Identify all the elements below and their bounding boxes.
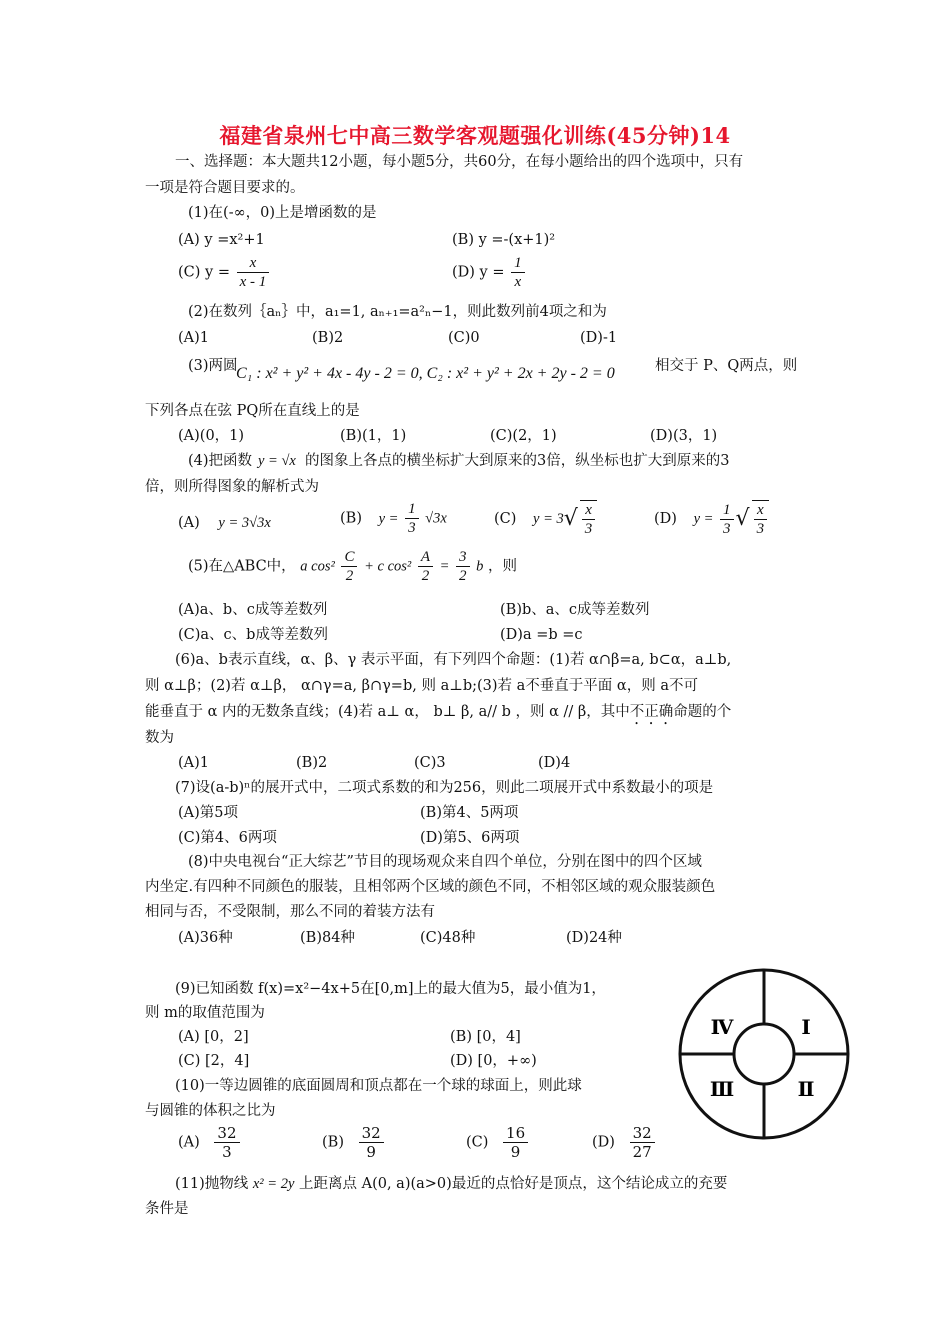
region-diagram	[676, 966, 852, 1142]
region-label-ii: Ⅱ	[797, 1077, 815, 1101]
q9-option-c: (C) [2，4]	[178, 1053, 250, 1069]
q1-d-denominator: x	[511, 272, 525, 291]
q2-stem: (2)在数列｛aₙ｝中，a₁=1, aₙ₊₁=a²ₙ−1，则此数列前4项之和为	[188, 304, 607, 320]
q10-b-den: 9	[359, 1142, 384, 1161]
q5-stem-end: ，则	[488, 558, 518, 575]
q4-d-pre: y =	[693, 511, 714, 527]
q1-d-numerator: 1	[514, 255, 522, 271]
q10-b-num: 32	[361, 1124, 381, 1142]
q4-c-den: 3	[582, 519, 596, 538]
q4-b-fraction	[405, 500, 419, 537]
q8-option-b: (B)84种	[300, 930, 355, 946]
q5-expr-b: + c cos²	[364, 558, 412, 575]
q10-option-a	[178, 1124, 242, 1161]
q5-fraction-3-2	[456, 548, 470, 585]
q9-line2: 则 m的取值范围为	[145, 1005, 265, 1021]
q10-a-label: (A)	[178, 1134, 200, 1151]
q10-c-num: 16	[506, 1124, 526, 1142]
q11-line1-end: 上距离点 A(0, a)(a>0)最近的点恰好是顶点，这个结论成立的充要	[299, 1176, 728, 1192]
q10-b-label: (B)	[322, 1134, 344, 1151]
q4-option-d	[654, 500, 771, 538]
q3-option-a: (A)(0，1)	[178, 428, 245, 444]
q1-option-d-label: (D) y =	[452, 264, 505, 281]
q8-option-a: (A)36种	[178, 930, 233, 946]
q6-line1: (6)a、b表示直线，α、β、γ 表示平面，有下列四个命题：(1)若 α∩β=a, b⊂α，a⊥b,	[175, 652, 732, 668]
q3-line2: 下列各点在弦 PQ所在直线上的是	[145, 403, 360, 419]
q4-c-num: x	[585, 502, 592, 518]
q4-a-label: (A)	[178, 515, 200, 531]
q5-f2-den: 2	[418, 566, 433, 585]
q4-d-fraction2	[752, 500, 770, 538]
q5-expr-a: a cos²	[300, 558, 335, 575]
region-label-i: Ⅰ	[801, 1015, 811, 1039]
q5-f2-num: A	[420, 549, 431, 565]
q8-option-c: (C)48种	[420, 930, 476, 946]
intro-line2: 一项是符合题目要求的。	[145, 180, 305, 196]
q4-d-fraction1	[720, 501, 734, 538]
q4-c-label: (C)	[494, 511, 517, 527]
q1-option-c	[178, 254, 271, 291]
q7-option-d: (D)第5、6两项	[420, 830, 520, 846]
q3-circle-equations: C₁ : x² + y² + 4x - 4y - 2 = 0, C₂ : x² + y² + 2x + 2y - 2 = 0	[236, 365, 615, 382]
q6-option-d: (D)4	[538, 755, 571, 771]
q10-option-d	[592, 1124, 657, 1161]
q11-line2: 条件是	[145, 1201, 189, 1217]
q5-f1-den: 2	[341, 566, 357, 585]
q6-line3-tail: 命题的个	[673, 704, 732, 720]
q5-f1-num: C	[344, 549, 355, 565]
q9-line1: (9)已知函数 f(x)=x²−4x+5在[0,m]上的最大值为5，最小值为1，	[175, 981, 606, 997]
q5-expr-d: b	[476, 558, 484, 575]
q5-option-b: (B)b、a、c成等差数列	[500, 602, 650, 618]
q1-stem: (1)在(-∞，0)上是增函数的是	[188, 205, 377, 221]
q4-b-pre: y =	[378, 510, 399, 527]
q4-c-pre: y = 3	[533, 511, 564, 527]
q4-d-den1: 3	[720, 519, 734, 538]
q6-option-a: (A)1	[178, 755, 210, 771]
q11-line1-start: (11)抛物线	[175, 1176, 249, 1192]
q5-fraction-a	[418, 548, 433, 585]
q2-option-b: (B)2	[312, 330, 344, 346]
q10-d-fraction	[630, 1124, 655, 1161]
q1-c-denominator: x - 1	[237, 272, 270, 291]
q8-option-d: (D)24种	[566, 930, 622, 946]
q5-fraction-c	[341, 548, 357, 585]
q10-c-fraction	[503, 1124, 528, 1161]
q10-d-den: 27	[630, 1142, 655, 1161]
q1-option-a: (A) y =x²+1	[178, 232, 265, 248]
q4-function: y = √x	[258, 453, 296, 469]
q9-option-a: (A) [0，2]	[178, 1029, 249, 1045]
q2-option-a: (A)1	[178, 330, 210, 346]
q5-option-a: (A)a、b、c成等差数列	[178, 602, 328, 618]
q4-d-radical: √	[735, 506, 750, 531]
q5-expr-c: =	[439, 558, 450, 575]
q6-option-c: (C)3	[414, 755, 446, 771]
q2-option-d: (D)-1	[580, 330, 618, 346]
q10-d-label: (D)	[592, 1134, 615, 1151]
q4-option-c	[494, 500, 599, 538]
q10-option-c	[466, 1124, 530, 1161]
q1-option-b: (B) y =-(x+1)²	[452, 232, 556, 248]
q11-line1	[175, 1175, 727, 1193]
q10-line2: 与圆锥的体积之比为	[145, 1103, 276, 1119]
q4-d-num1: 1	[723, 501, 731, 518]
q1-option-c-fraction	[237, 254, 270, 291]
q4-b-den: 3	[405, 518, 419, 537]
q5-option-c: (C)a、c、b成等差数列	[178, 627, 328, 643]
q7-option-a: (A)第5项	[178, 805, 239, 821]
q4-b-post: √3x	[425, 510, 447, 527]
q4-line2: 倍，则所得图象的解析式为	[145, 479, 319, 495]
q10-c-den: 9	[503, 1142, 528, 1161]
q7-stem: (7)设(a-b)ⁿ的展开式中，二项式系数的和为256，则此二项展开式中系数最小的项是	[175, 780, 714, 796]
q6-line3-emphasis: 不正确	[629, 704, 674, 720]
q8-line3: 相同与否，不受限制，那么不同的着装方法有	[145, 904, 435, 920]
q10-c-label: (C)	[466, 1134, 489, 1151]
q5-f3-den: 2	[456, 566, 470, 585]
q7-option-c: (C)第4、6两项	[178, 830, 277, 846]
q4-c-fraction	[580, 500, 598, 538]
q10-a-fraction	[214, 1124, 239, 1161]
q1-option-d-fraction	[511, 254, 525, 291]
q10-line1: (10)一等边圆锥的底面圆周和顶点都在一个球的球面上，则此球	[175, 1078, 582, 1094]
q4-stem-end: 的图象上各点的横坐标扩大到原来的3倍，纵坐标也扩大到原来的3	[305, 453, 730, 469]
q4-option-a	[178, 514, 271, 532]
q4-stem-start: (4)把函数	[188, 453, 253, 469]
q3-option-d: (D)(3，1)	[650, 428, 718, 444]
q6-option-b: (B)2	[296, 755, 328, 771]
page-title: 福建省泉州七中高三数学客观题强化训练(45分钟)14	[219, 123, 731, 148]
q4-b-label: (B)	[340, 510, 362, 527]
q11-parabola: x² = 2y	[252, 1176, 295, 1192]
q4-a-expr: y = 3√3x	[218, 515, 271, 531]
q4-b-num: 1	[408, 501, 416, 517]
q9-option-d: (D) [0，+∞)	[450, 1053, 537, 1069]
q5-option-d: (D)a =b =c	[500, 627, 583, 643]
q5-stem	[188, 548, 517, 585]
q9-option-b: (B) [0，4]	[450, 1029, 521, 1045]
q1-c-numerator: x	[249, 255, 257, 271]
q8-line1: (8)中央电视台“正大综艺”节目的现场观众来自四个单位，分别在图中的四个区域	[188, 854, 702, 870]
q7-option-b: (B)第4、5两项	[420, 805, 519, 821]
q5-stem-start: (5)在△ABC中，	[188, 558, 296, 575]
q6-line4: 数为	[145, 730, 174, 746]
q10-a-den: 3	[214, 1142, 239, 1161]
q3-option-c: (C)(2，1)	[490, 428, 557, 444]
q1-option-d	[452, 254, 527, 291]
q4-d-den2: 3	[754, 519, 768, 538]
q10-b-fraction	[359, 1124, 384, 1161]
q6-line3-text: 能垂直于 α 内的无数条直线；(4)若 a⊥ α， b⊥ β, a// b ，则 α // β，其中	[145, 704, 630, 720]
q4-d-num2: x	[756, 502, 764, 518]
q4-c-radical: √	[563, 506, 578, 531]
inner-circle	[734, 1024, 794, 1084]
q5-f3-num: 3	[459, 549, 467, 565]
q8-line2: 内坐定.有四种不同颜色的服装，且相邻两个区域的颜色不同，不相邻区域的观众服装颜色	[145, 879, 716, 895]
q2-option-c: (C)0	[448, 330, 480, 346]
q1-option-c-label: (C) y =	[178, 264, 230, 281]
q4-d-label: (D)	[654, 511, 677, 527]
intro-line1: 一、选择题：本大题共12小题，每小题5分，共60分，在每小题给出的四个选项中，只有	[175, 154, 744, 170]
q6-line3	[145, 703, 731, 728]
region-label-iv: Ⅳ	[710, 1015, 734, 1039]
q10-option-b	[322, 1124, 386, 1161]
q3-option-b: (B)(1，1)	[340, 428, 407, 444]
q10-d-num: 32	[632, 1124, 652, 1142]
q6-line2: 则 α⊥β；(2)若 α⊥β， α∩γ=a, β∩γ=b, 则 a⊥b;(3)若 a不垂直于平面 α，则 a不可	[145, 678, 698, 694]
q3-stem-start: (3)两圆	[188, 358, 238, 374]
q10-a-num: 32	[217, 1124, 237, 1142]
q4-option-b	[340, 500, 447, 537]
q3-stem-end: 相交于 P、Q两点，则	[655, 358, 798, 374]
region-label-iii: Ⅲ	[709, 1077, 735, 1101]
